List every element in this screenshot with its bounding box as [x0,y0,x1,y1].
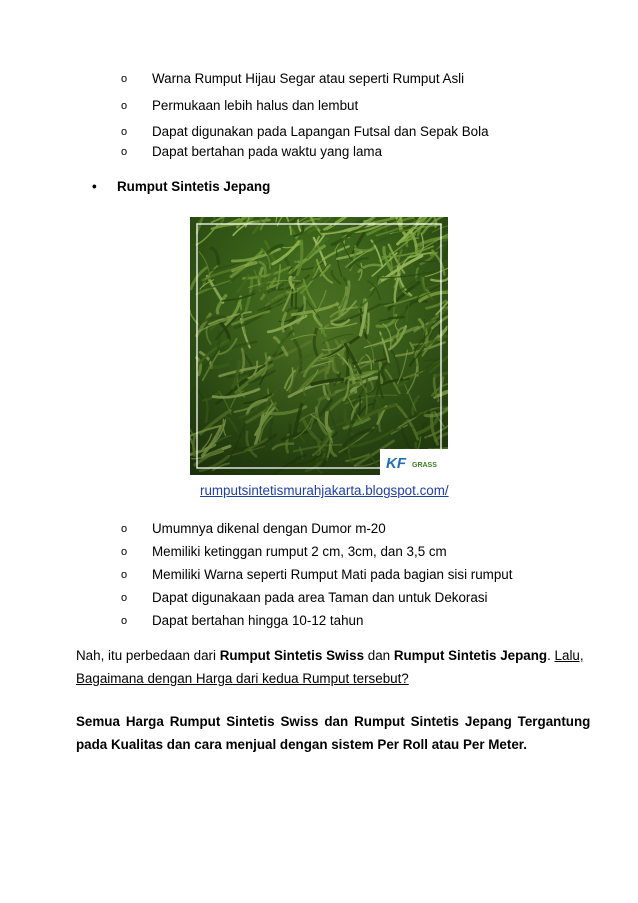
list-item-text: Dapat bertahan pada waktu yang lama [152,144,383,159]
bold-term: Rumput Sintetis Jepang [393,648,548,663]
list-item-text: Umumnya dikenal dengan Dumor m-20 [152,521,386,536]
grass-photo [190,217,448,475]
paragraph-line: Semua Harga Rumput Sintetis Swiss dan Rumput Sintetis Jepang Tergantung [76,714,591,729]
sub-bullet: o [121,100,128,112]
sub-bullet: o [121,146,128,158]
grass-image [190,217,448,475]
list-item-text: Dapat digunakan pada Lapangan Futsal dan Sepak Bola [152,124,489,139]
paragraph-price [76,710,591,756]
paragraph-line [76,644,584,667]
sub-bullet: o [121,126,128,138]
bullet-heading-text: Rumput Sintetis Jepang [117,179,271,194]
sub-bullet: o [121,592,128,604]
bullet-dot: • [92,179,97,194]
image-source-link[interactable]: rumputsintetismurahjakarta.blogspot.com/ [200,483,449,498]
brand-logo-sub: GRASS [412,462,437,469]
list-item-text: Permukaan lebih halus dan lembut [152,98,359,113]
paragraph-comparison [76,644,584,690]
sub-bullet: o [121,73,128,85]
list-item-text: Dapat digunakaan pada area Taman dan untuk Dekorasi [152,590,488,605]
brand-logo: KF [386,455,406,472]
list-item-text: Warna Rumput Hijau Segar atau seperti Rumput Asli [152,71,465,86]
text-run: Nah, itu perbedaan dari [76,648,220,663]
underlined-question: Lalu, [554,648,584,663]
text-run: dan [364,648,394,663]
underlined-question: Bagaimana dengan Harga dari kedua Rumput tersebut? [76,671,409,686]
sub-bullet: o [121,523,128,535]
list-item-text: Dapat bertahan hingga 10-12 tahun [152,613,364,628]
list-item-text: Memiliki Warna seperti Rumput Mati pada bagian sisi rumput [152,567,513,582]
bold-term: Rumput Sintetis Swiss [219,648,365,663]
sub-bullet: o [121,615,128,627]
text-run: . [547,648,555,663]
list-item-text: Memiliki ketinggan rumput 2 cm, 3cm, dan 3,5 cm [152,544,447,559]
paragraph-line: pada Kualitas dan cara menjual dengan sistem Per Roll atau Per Meter. [76,737,527,752]
sub-bullet: o [121,569,128,581]
sub-bullet: o [121,546,128,558]
